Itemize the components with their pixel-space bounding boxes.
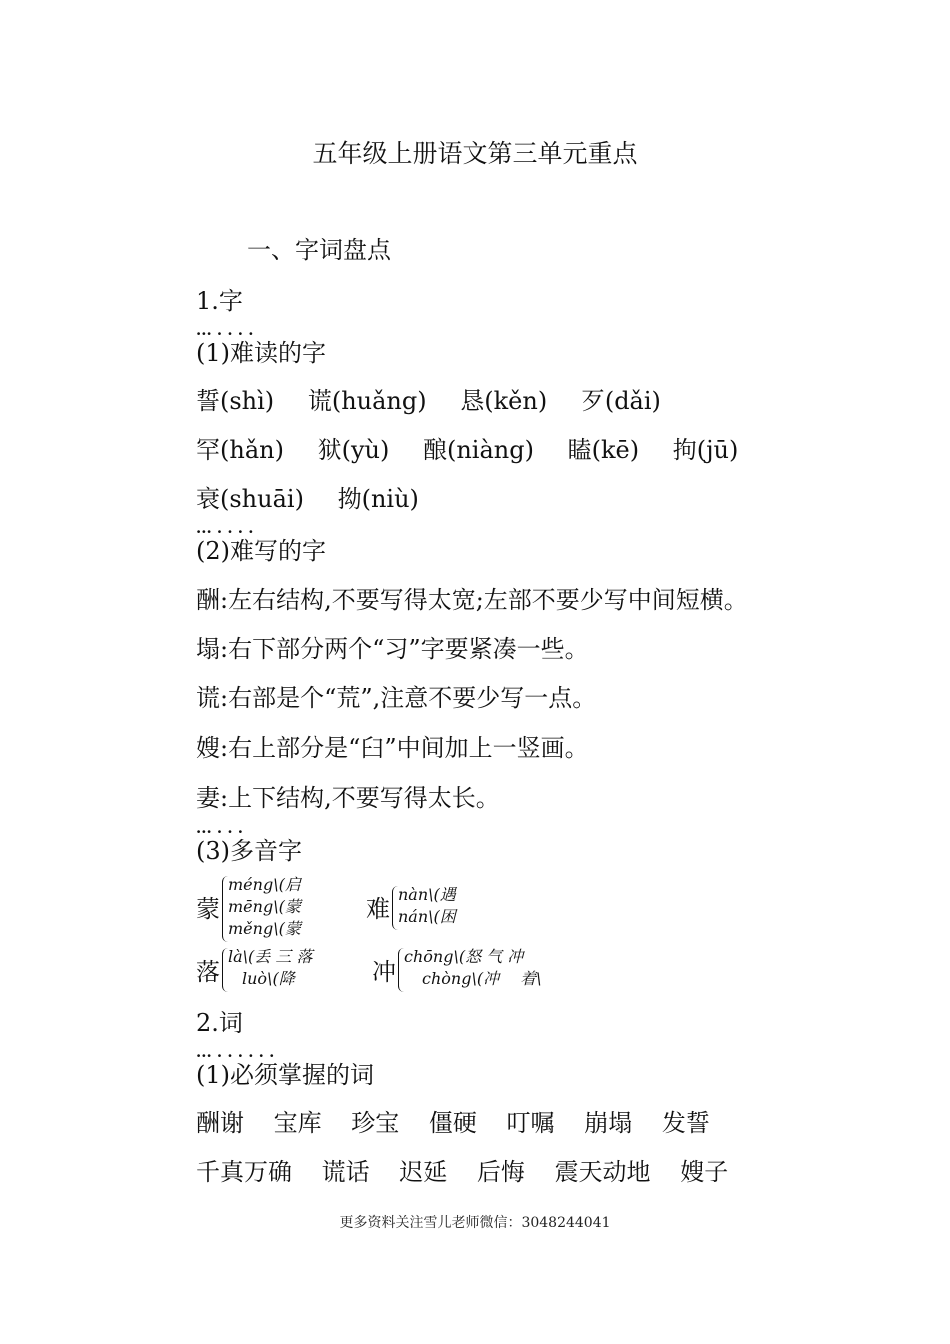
list-item: 震天动地 (554, 1158, 651, 1186)
list-item: 拘(jū) (672, 436, 739, 464)
polyphone-char-nan: 难 (366, 895, 390, 923)
reading-line: chōng\(怒 气 冲 (404, 947, 524, 966)
list-item: 僵硬 (428, 1109, 477, 1137)
reading-line: méng\(启 (228, 875, 301, 894)
read-row-3 (196, 482, 419, 516)
reading-line: mēng\(蒙 (228, 897, 301, 916)
heading-hard-to-write: (2)难写的字 (196, 537, 326, 565)
list-item: 瞌(kē) (567, 436, 640, 464)
write-note: 嫂:右上部分是“臼”中间加上一竖画。 (196, 734, 589, 762)
list-item: 拗(niù) (337, 485, 419, 513)
polyphone-readings-meng (228, 874, 348, 942)
polyphone-char-chong: 冲 (372, 958, 396, 986)
reading-line: nàn\(遇 (398, 885, 456, 904)
emphasis-dots: ... . . . . (196, 321, 254, 339)
list-item: 酬谢 (196, 1109, 244, 1137)
polyphone-char-meng: 蒙 (196, 895, 220, 923)
subsection-characters: 1.字 (196, 287, 243, 315)
list-item: 叮嘱 (506, 1109, 555, 1137)
heading-polyphones: (3)多音字 (196, 837, 302, 865)
list-item: 谎话 (321, 1158, 370, 1186)
list-item: 千真万确 (196, 1158, 292, 1186)
list-item: 宝库 (273, 1109, 322, 1137)
polyphone-readings-luo (228, 946, 348, 992)
heading-must-master: (1)必须掌握的词 (196, 1061, 374, 1089)
write-note: 妻:上下结构,不要写得太长。 (196, 784, 500, 812)
heading-hard-to-read: (1)难读的字 (196, 339, 326, 367)
page-footer: 更多资料关注雪儿老师微信：3048244041 (339, 1215, 611, 1231)
read-row-1 (196, 384, 661, 418)
list-item: 后悔 (476, 1158, 525, 1186)
reading-line: luò\(降 (242, 969, 295, 988)
list-item: 珍宝 (351, 1109, 400, 1137)
list-item: 谎(huǎng) (307, 387, 427, 415)
emphasis-dots: ... . . . . . . (196, 1043, 275, 1061)
reading-line: là\(丢 三 落 (228, 947, 313, 966)
polyphone-readings-chong (404, 946, 562, 992)
list-item: 歹(dǎi) (580, 387, 661, 415)
write-note: 谎:右部是个“荒”,注意不要少写一点。 (196, 684, 597, 712)
list-item: 嫂子 (680, 1158, 729, 1186)
list-item: 衰(shuāi) (196, 485, 304, 513)
reading-line: nán\(困 (398, 907, 456, 926)
section-heading: 一、字词盘点 (247, 236, 391, 264)
list-item: 狱(yù) (317, 436, 390, 464)
read-row-2 (196, 433, 738, 467)
words-row-1 (196, 1106, 710, 1140)
reading-line: chòng\(冲 着\ (422, 969, 542, 988)
polyphone-char-luo: 落 (196, 958, 220, 986)
list-item: 恳(kěn) (460, 387, 548, 415)
write-note: 酬:左右结构,不要写得太宽;左部不要少写中间短横。 (196, 586, 748, 614)
list-item: 酿(niàng) (422, 436, 534, 464)
words-row-2 (196, 1155, 728, 1189)
page-title: 五年级上册语文第三单元重点 (312, 139, 638, 168)
subsection-words: 2.词 (196, 1009, 243, 1037)
emphasis-dots: ... . . . (196, 819, 243, 837)
list-item: 崩塌 (584, 1109, 633, 1137)
list-item: 发誓 (661, 1109, 710, 1137)
write-note: 塌:右下部分两个“习”字要紧凑一些。 (196, 635, 589, 663)
list-item: 迟延 (399, 1158, 448, 1186)
emphasis-dots: ... . . . . (196, 519, 254, 537)
polyphone-readings-nan (398, 884, 498, 930)
reading-line: měng\(蒙 (228, 919, 301, 938)
list-item: 誓(shì) (196, 387, 275, 415)
list-item: 罕(hǎn) (196, 436, 284, 464)
